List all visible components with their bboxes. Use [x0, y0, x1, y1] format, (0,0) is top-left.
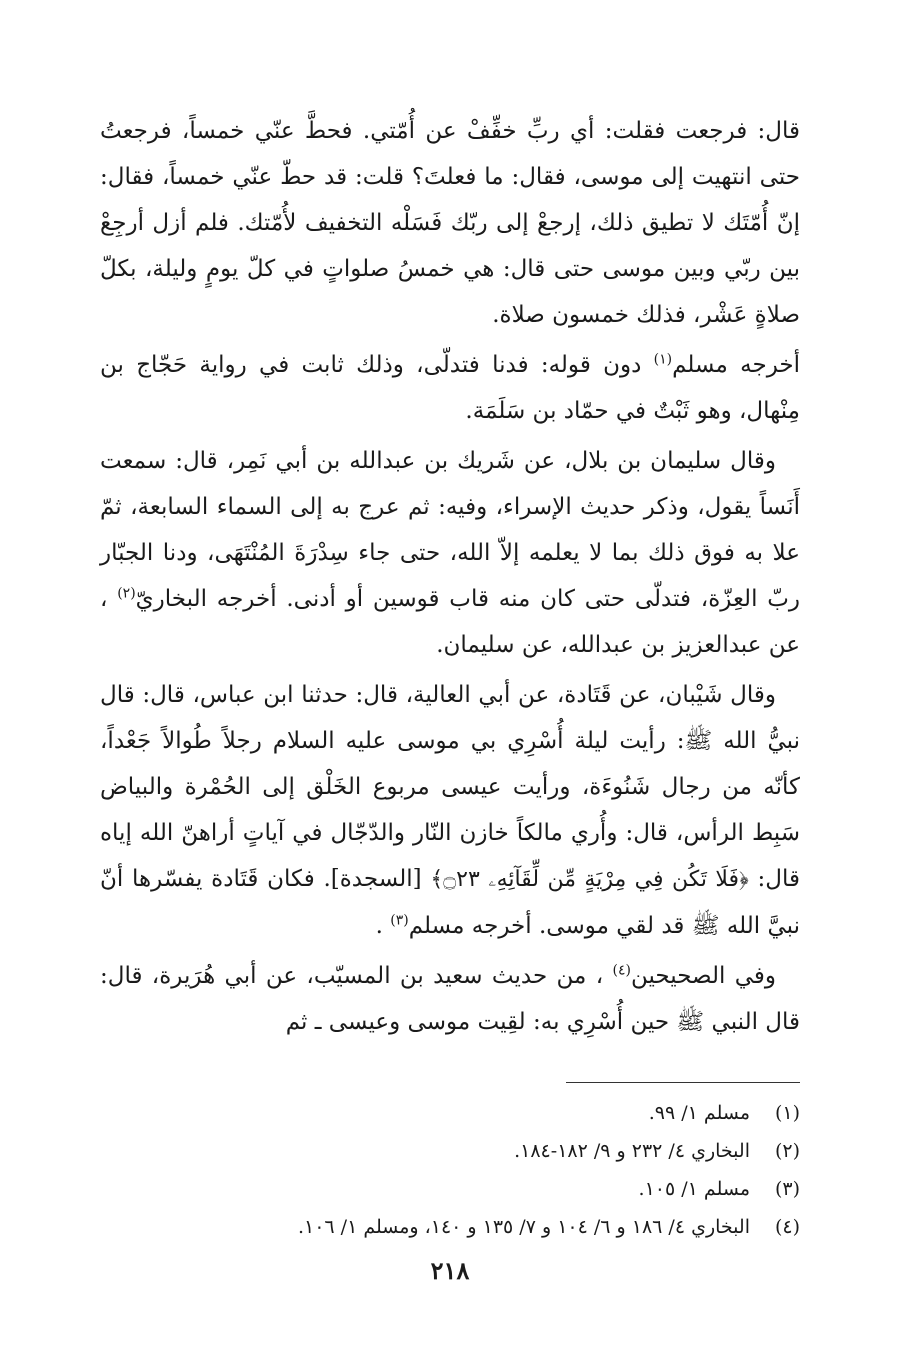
footnote-text: البخاري ٤/ ٢٣٢ و ٩/ ١٨٢-١٨٤.	[514, 1140, 750, 1162]
paragraph-5-text-a: وفي الصحيحين	[630, 963, 776, 989]
footnote-text: مسلم ١/ ٩٩.	[648, 1102, 750, 1124]
main-text	[100, 108, 800, 1045]
paragraph-2-text-a: أخرجه مسلم	[672, 352, 800, 378]
footnote-number: (٣)	[774, 1178, 800, 1200]
footnote-ref-4[interactable]: (٤)	[612, 962, 631, 979]
footnote-ref-1[interactable]: (١)	[653, 351, 673, 368]
paragraph-4-text-c: .	[375, 913, 391, 939]
paragraph-4	[100, 672, 800, 949]
footnote-divider	[566, 1082, 800, 1083]
paragraph-3-text-b: ، عن عبدالعزيز بن عبدالله، عن سليمان.	[100, 586, 800, 658]
paragraph-4-text-b: [السجدة]. فكان قَتَادة يفسّرها أنّ نبيَّ الله ﷺ قد لقي موسى. أخرجه مسلم	[100, 866, 800, 939]
footnote-item	[100, 1208, 800, 1246]
paragraph-5	[100, 953, 800, 1045]
footnote-number: (٤)	[774, 1216, 800, 1238]
paragraph-3	[100, 438, 800, 668]
paragraph-4-text-a: وقال شَيْبان، عن قَتَادة، عن أبي العالية، قال: حدثنا ابن عباس، قال: قال نبيُّ الله ﷺ: رأيت ليلة أُسْرِي بي موسى عليه السلام رجلاً طُوالاً جَعْداً، كأنّه من رجال شَنُوءَة، ورأيت عيسى مربوع الخَلْق إلى الحُمْرة والبياض سَبِط الرأس، قال: وأُري مالكاً خازن النّار والدّجّال في آياتٍ أراهنّ الله إياه قال:	[100, 682, 800, 892]
paragraph-2	[100, 342, 800, 434]
footnote-number: (١)	[774, 1102, 800, 1124]
footnote-item	[100, 1170, 800, 1208]
paragraph-3-text-a: وقال سليمان بن بلال، عن شَريك بن عبدالله بن أبي نَمِر، قال: سمعت أَنَساً يقول، وذكر حديث الإسراء، وفيه: ثم عرج به إلى السماء السابعة، ثمّ علا به فوق ذلك بما لا يعلمه إلاّ الله، حتى جاء سِدْرَةَ المُنْتَهَى، ودنا الجبّار ربّ العِزّة، فتدلّى حتى كان منه قاب قوسين أو أدنى. أخرجه البخاريّ	[100, 448, 800, 612]
quran-verse: ﴿فَلَا تَكُن فِي مِرْيَةٍ مِّن لِّقَآئِهِۦ ۝٢٣﴾	[430, 867, 749, 892]
footnote-ref-3[interactable]: (٣)	[390, 912, 409, 929]
footnotes-list	[100, 1094, 800, 1246]
paragraph-2-text-b: دون قوله: فدنا فتدلّى، وذلك ثابت في رواية حَجّاج بن مِنْهال، وهو ثَبْتٌ في حمّاد بن سَلَمَة.	[100, 352, 800, 424]
footnote-item	[100, 1094, 800, 1132]
page-number: ٢١٨	[430, 1256, 470, 1285]
footnote-text: مسلم ١/ ١٠٥.	[638, 1178, 750, 1200]
footnote-ref-2[interactable]: (٢)	[117, 585, 136, 602]
footnote-item	[100, 1132, 800, 1170]
footnote-text: البخاري ٤/ ١٨٦ و ٦/ ١٠٤ و ٧/ ١٣٥ و ١٤٠، ومسلم ١/ ١٠٦.	[297, 1216, 750, 1238]
paragraph-1-text: قال: فرجعت فقلت: أي ربِّ خفِّفْ عن أُمّتي. فحطَّ عنّي خمساً، فرجعتُ حتى انتهيت إلى موسى، فقال: ما فعلتَ؟ قلت: قد حطّ عنّي خمساً، فقال: إنّ أُمّتَك لا تطيق ذلك، إرجعْ إلى ربّك فَسَلْه التخفيف لأُمّتك. فلم أزل أرجِعْ بين ربّي وبين موسى حتى قال: هي خمسُ صلواتٍ في كلّ يومٍ وليلة، بكلّ صلاةٍ عَشْر، فذلك خمسون صلاة.	[100, 118, 800, 328]
paragraph-1	[100, 108, 800, 338]
footnote-number: (٢)	[774, 1140, 800, 1162]
paragraph-5-text-b: ، من حديث سعيد بن المسيّب، عن أبي هُرَيرة، قال: قال النبي ﷺ حين أُسْرِي به: لقِيت موسى وعيسى ـ ثم	[100, 963, 800, 1035]
